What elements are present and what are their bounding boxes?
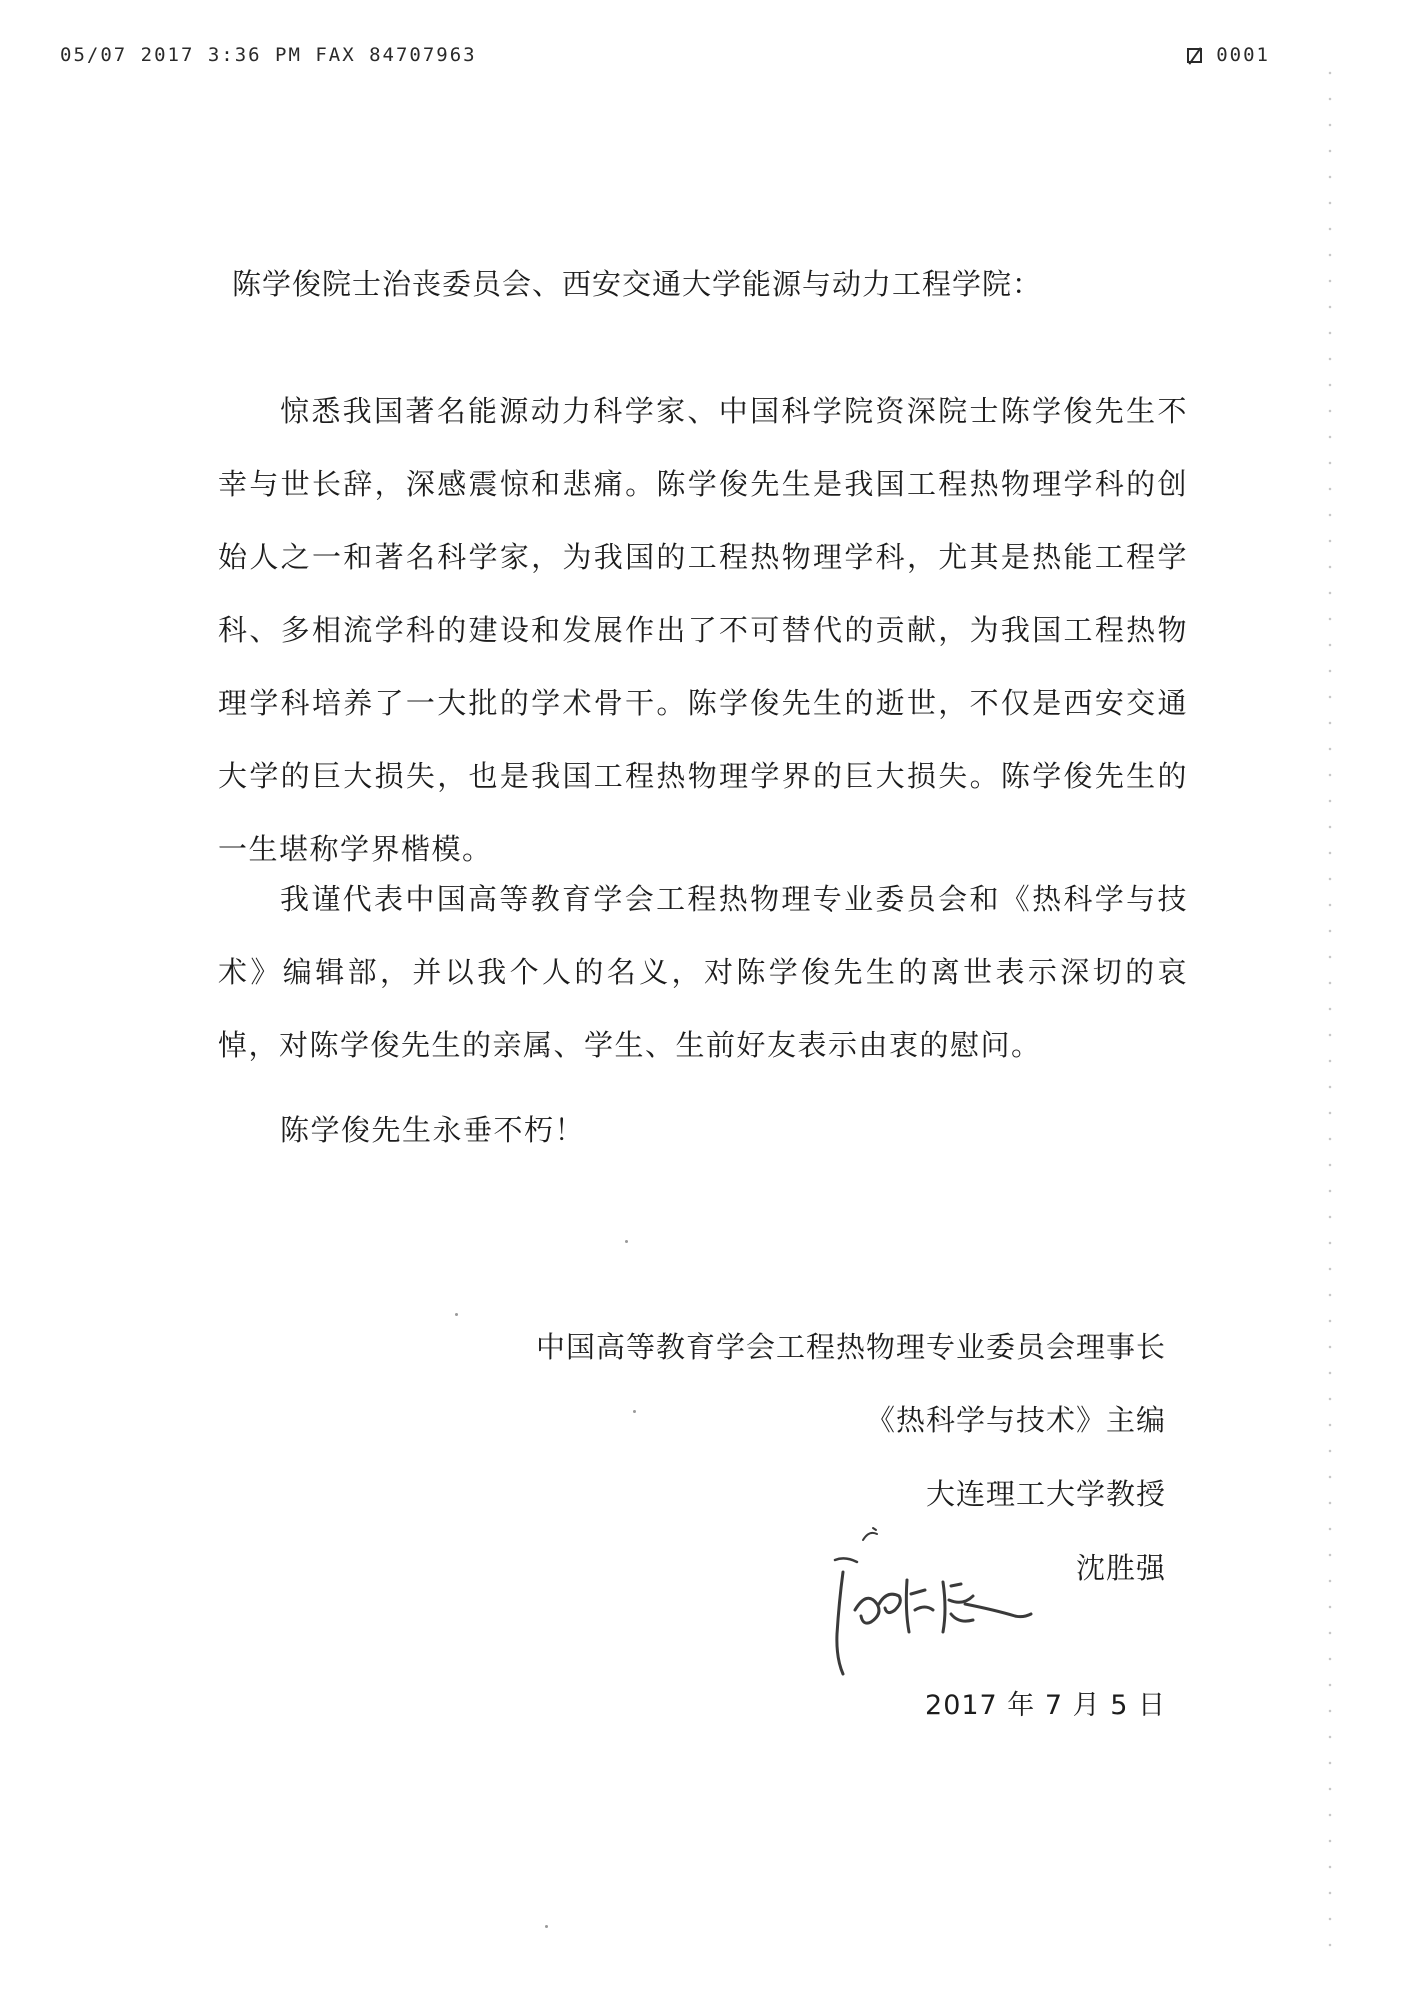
scan-speck bbox=[625, 1240, 628, 1243]
closing-date: 2017 年 7 月 5 日 bbox=[925, 1690, 1166, 1721]
closing-editor-role: 《热科学与技术》主编 bbox=[865, 1403, 1166, 1437]
fax-transmission-info: 05/07 2017 3:36 PM FAX 84707963 bbox=[60, 44, 477, 66]
fax-header bbox=[60, 44, 1270, 74]
letter-paragraph-sympathy: 我谨代表中国高等教育学会工程热物理专业委员会和《热科学与技术》编辑部，并以我个人的名义，对陈学俊先生的离世表示深切的哀悼，对陈学俊先生的亲属、学生、生前好友表示由衷的慰问。 bbox=[218, 882, 1188, 1062]
fax-page-number: 0001 bbox=[1216, 44, 1270, 66]
closing-organization: 中国高等教育学会工程热物理专业委员会理事长 bbox=[535, 1330, 1166, 1364]
letter-paragraph-tribute: 陈学俊先生永垂不朽！ bbox=[280, 1113, 586, 1147]
fax-page-indicator bbox=[1187, 44, 1270, 66]
closing-name: 沈胜强 bbox=[1075, 1551, 1166, 1585]
letter-salutation: 陈学俊院士治丧委员会、西安交通大学能源与动力工程学院： bbox=[232, 267, 1043, 301]
scan-speck bbox=[545, 1925, 548, 1928]
handwritten-signature bbox=[815, 1500, 1075, 1710]
scan-edge-artifact bbox=[1328, 60, 1332, 1960]
scan-speck bbox=[455, 1313, 458, 1316]
scan-speck bbox=[633, 1410, 636, 1413]
closing-university: 大连理工大学教授 bbox=[925, 1477, 1166, 1511]
fax-page-icon bbox=[1187, 48, 1202, 63]
letter-paragraph-condolence: 惊悉我国著名能源动力科学家、中国科学院资深院士陈学俊先生不幸与世长辞，深感震惊和悲痛。陈学俊先生是我国工程热物理学科的创始人之一和著名科学家，为我国的工程热物理学科，尤其是热能工程学科、多相流学科的建设和发展作出了不可替代的贡献，为我国工程热物理学科培养了一大批的学术骨干。陈学俊先生的逝世，不仅是西安交通大学的巨大损失，也是我国工程热物理学界的巨大损失。陈学俊先生的一生堪称学界楷模。 bbox=[218, 394, 1188, 866]
